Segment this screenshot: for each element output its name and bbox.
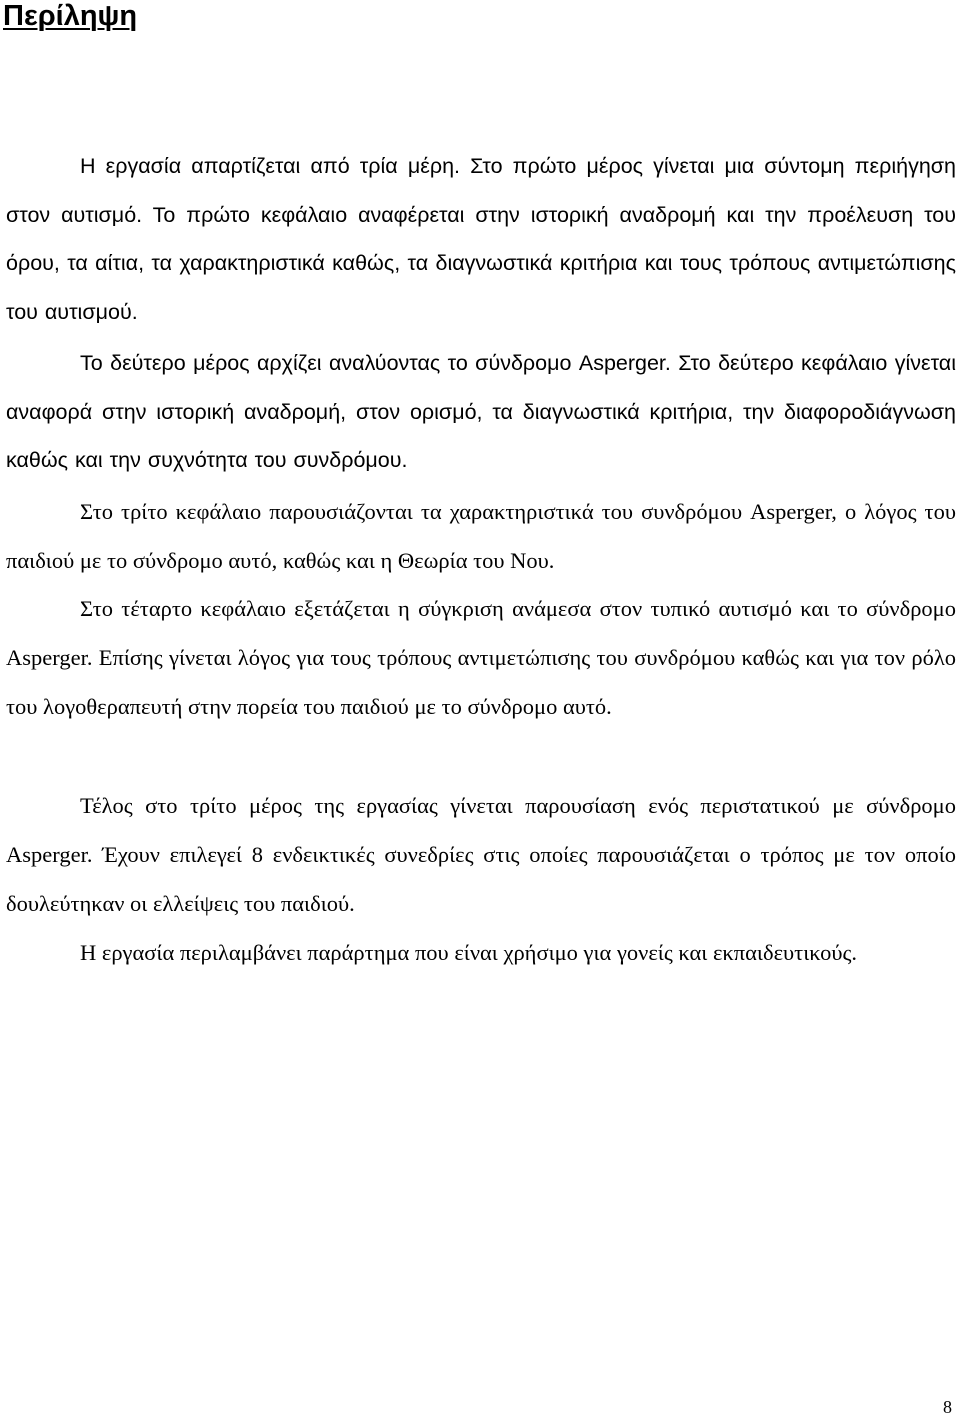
page-title: Περίληψη (3, 0, 138, 32)
paragraph-fourth-chapter: Στο τέταρτο κεφάλαιο εξετάζεται η σύγκριση ανάμεσα στον τυπικό αυτισμό και το σύνδρομο Asperger. Επίσης γίνεται λόγος για τους τρόπους αντιμετώπισης του συνδρόμου καθώς και για τον ρόλο του λογοθεραπευτή στην πορεία του παιδιού με το σύνδρομο αυτό. (6, 596, 956, 719)
paragraph-asperger-intro: Το δεύτερο μέρος αρχίζει αναλύοντας το σύνδρομο Asperger. Στο δεύτερο κεφάλαιο γίνεται αναφορά στην ιστορική αναδρομή, στον ορισμό, τα διαγνωστικά κριτήρια, την διαφοροδιάγνωση καθώς και την συχνότητα του συνδρόμου. (6, 351, 956, 472)
page-number: 8 (943, 1397, 952, 1417)
paragraph-case-study: Τέλος στο τρίτο μέρος της εργασίας γίνεται παρουσίαση ενός περιστατικού με σύνδρομο Asperger. Έχουν επιλεγεί 8 ενδεικτικές συνεδρίες στις οποίες παρουσιάζεται ο τρόπος με τον οποίο δουλεύτηκαν οι ελλείψεις του παιδιού. (6, 793, 956, 916)
paragraph-third-chapter: Στο τρίτο κεφάλαιο παρουσιάζονται τα χαρακτηριστικά του συνδρόμου Asperger, ο λόγος του παιδιού με το σύνδρομο αυτό, καθώς και η Θεωρία του Νου. (6, 499, 956, 573)
paragraph-overview: Η εργασία απαρτίζεται από τρία μέρη. Στο πρώτο μέρος γίνεται μια σύντομη περιήγηση στον αυτισμό. Το πρώτο κεφάλαιο αναφέρεται στην ιστορική αναδρομή και την προέλευση του όρου, τα αίτια, τα χαρακτηριστικά καθώς, τα διαγνωστικά κριτήρια και τους τρόπους αντιμετώπισης του αυτισμού. (6, 154, 956, 324)
paragraph-appendix: Η εργασία περιλαμβάνει παράρτημα που είναι χρήσιμο για γονείς και εκπαιδευτικούς. (80, 940, 858, 965)
